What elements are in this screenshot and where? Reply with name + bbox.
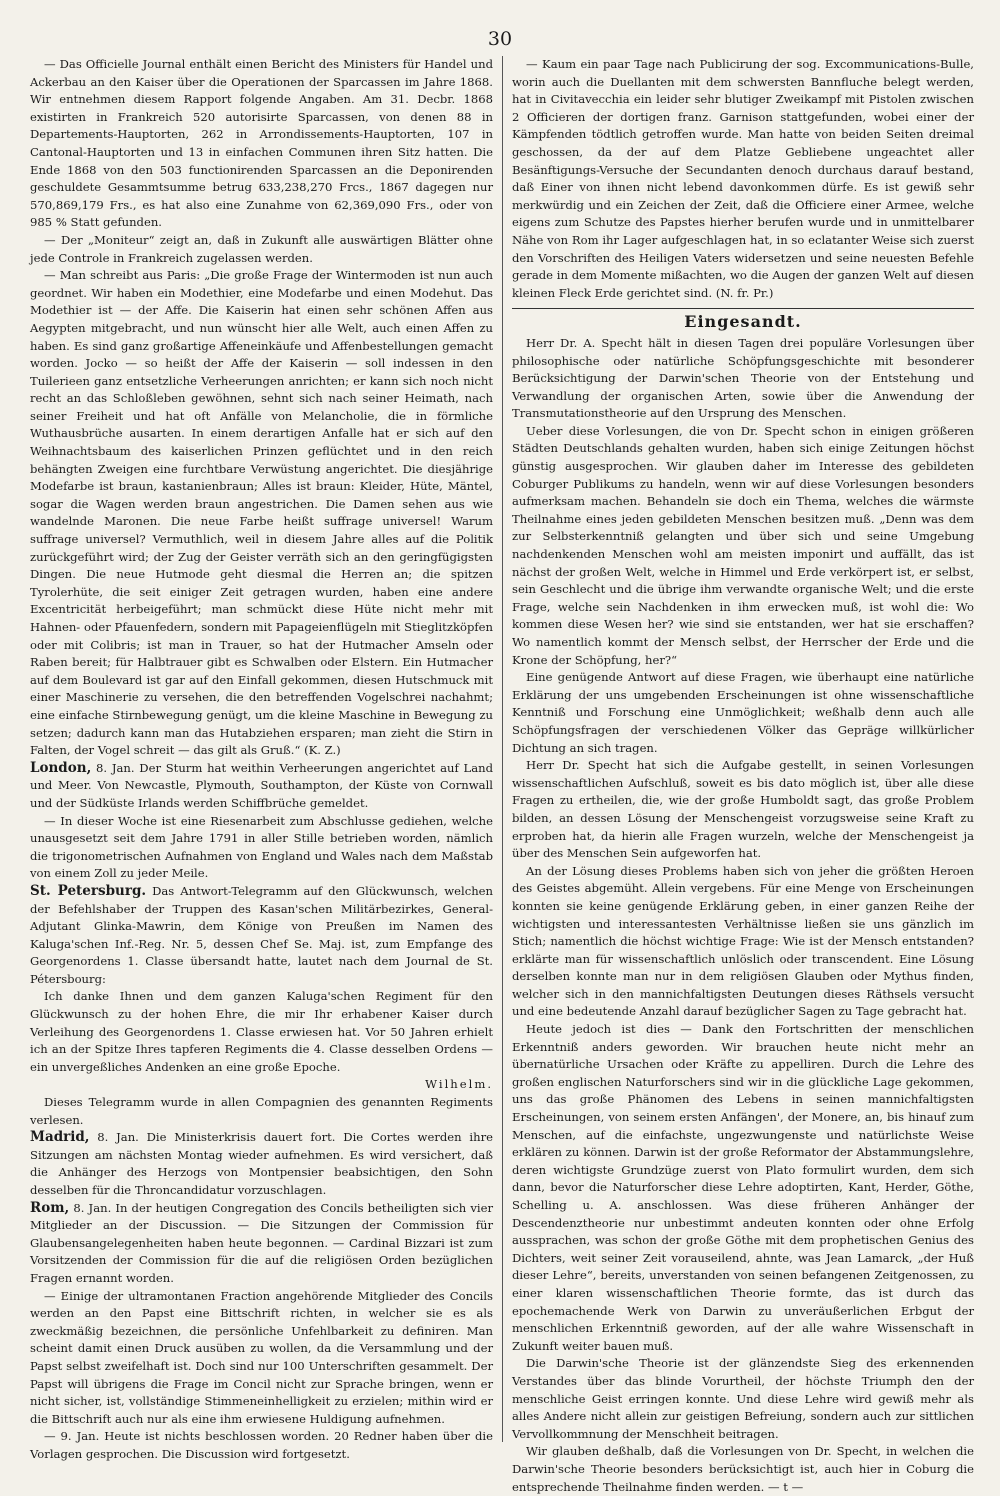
dateline-text: 8. Jan. Die Ministerkrisis dauert fort. Die Cortes werden ihre Sitzungen am nächsten Montag wieder aufnehmen. Es wird versichert, daß die Anhänger des Herzogs von Montpensier beabsichtigen, den Sohn desselben für die Throncandidatur vorzuschlagen. <box>30 1130 493 1197</box>
article-paragraph: — 9. Jan. Heute ist nichts beschlossen worden. 20 Redner haben über die Vorlagen gesprochen. Die Discussion wird fortgesetzt. <box>30 1429 493 1461</box>
article-paragraph: Heute jedoch ist dies — Dank den Fortschritten der menschlichen Erkenntniß anders geworden. Wir brauchen heute nicht mehr an übernatürliche Ursachen oder Kräfte zu appelliren. Durch die Lehre des großen englischen Naturforschers sind wir in die glückliche Lage gekommen, uns das große Phänomen des Lebens in seinen mannichfaltigsten Erscheinungen, von seinem ersten Anfängen', der Monere, an, bis hinauf zum Menschen, auf die einfachste, ungezwungenste und natürlichste Weise erklären zu können. Darwin ist der große Reformator der Abstammungslehre, deren wichtigste Grundzüge zuerst von Plato formulirt wurden, dem sich dann, bevor die Naturforscher diese Lehre adoptirten, Kant, Herder, Göthe, Schelling u. A. anschlossen. Was diese früheren Anhänger der Descendenztheorie nur unbestimmt andeuten konnten oder ohne Erfolg aussprachen, was schon der große Göthe mit dem prophetischen Genius des Dichters, weit seiner Zeit vorauseilend, ahnte, was Jean Lamarck, „der Huß dieser Lehre“, bereits, unverstanden von seinen befangenen Zeitgenossen, zu einer klaren wissenschaftlichen Theorie formte, das ist durch das epochemachende Werk von Darwin zu unveräußerlichen Erbgut der menschlichen Erkenntniß geworden, auf der alle wahre Wissenschaft in Zukunft weiter bauen muß. <box>512 1022 974 1353</box>
article-paragraph: — In dieser Woche ist eine Riesenarbeit zum Abschlusse gediehen, welche unausgesetzt seit dem Jahre 1791 in aller Stille betrieben worden, nämlich die trigonometrischen Aufnahmen von England und Wales nach dem Maßstab von einem Zoll zu jeder Meile. <box>30 813 493 881</box>
article-paragraph: Wir glauben deßhalb, daß die Vorlesungen von Dr. Specht, in welchen die Darwin'sche Theorie besonders berücksichtigt ist, auch hier in Coburg die entsprechende Theilnahme finden werden. — t — <box>512 1444 974 1494</box>
article-paragraph: — Man schreibt aus Paris: „Die große Frage der Wintermoden ist nun auch geordnet. Wir haben ein Modethier, eine Modefarbe und einen Modehut. Das Modethier ist — der Affe. Die Kaiserin hat einen sehr schönen Affen aus Aegypten mitgebracht, und nun wünscht hier alle Welt, auch einen Affen zu haben. Es sind ganz großartige Affeneinkäufe und Affenbestellungen gemacht worden. Jocko — so heißt der Affe der Kaiserin — soll indessen in den Tuilerieen ganz entsetzliche Verheerungen anrichten; er kann sich noch nicht recht an das Schloßleben gewöhnen, sehnt sich nach seiner Heimath, nach seiner Freiheit und hat oft Anfälle von Melancholie, die in förmliche Wuthausbrüche ausarten. In einem derartigen Anfalle hat er sich auf den Weihnachtsbaum des kaiserlichen Prinzen geflüchtet und in den reich behängten Zweigen eine furchtbare Verwüstung angerichtet. Die diesjährige Modefarbe ist braun, kastanienbraun; Alles ist braun: Kleider, Hüte, Mäntel, sogar die Wagen werden braun angestrichen. Die Damen sehen aus wie wandelnde Maronen. Die neue Farbe heißt suffrage universel! Warum suffrage universel? Vermuthlich, weil in diesem Jahre alles auf die Politik zurückgeführt wird; der Zug der Geister verräth sich an den geringfügigsten Dingen. Die neue Hutmode geht diesmal die Herren an; die spitzen Tyrolerhüte, die seit einiger Zeit getragen wurden, haben eine andere Excentricität herbeigeführt; man schmückt diese Hüte nicht mehr mit Hahnen- oder Pfauenfedern, sondern mit Papageienflügeln mit Stieglitzköpfen oder mit Colibris; ist man in Trauer, so hat der Hutmacher Amseln oder Raben bereit; für Halbtrauer gibt es Schwalben oder Elstern. Ein Hutmacher auf dem Boulevard ist gar auf den Einfall gekommen, diesen Hutschmuck mit einer Maschinerie zu versehen, die den betreffenden Vogelschrei nachahmt; eine einfache Stirnbewegung genügt, um die kleine Maschine in Bewegung zu setzen; dadurch kann man das Hutabziehen ersparen; man zieht die Stirn in Falten, der Vogel schreit — das gilt als Gruß.“ (K. Z.) <box>30 268 493 758</box>
section-heading: Eingesandt. <box>684 312 802 332</box>
dateline-text: 8. Jan. In der heutigen Congregation des Concils betheiligten sich vier Mitglieder an der Discussion. — Die Sitzungen der Commission für Glaubensangelegenheiten haben heute begonnen. — Cardinal Bizzari ist zum Vorsitzenden der Commission für die auf die religiösen Orden bezüglichen Fragen ernannt worden. <box>30 1200 493 1285</box>
right-column <box>502 56 974 1494</box>
article-paragraph: An der Lösung dieses Problems haben sich von jeher die größten Heroen des Geistes abgemüht. Allein vergebens. Für eine Menge von Erscheinungen konnten sie keine genügende Erklärung geben, in einer ganzen Reihe der wichtigsten und interessantesten Verhältnisse ließen sie uns gänzlich im Stich; namentlich die höchst wichtige Frage: Wie ist der Mensch entstanden? erklärte man für wissenschaftlich unlöslich oder transcendent. Eine Lösung derselben konnte man nur in dem religiösen Glauben oder Mythus finden, welcher sich in den mannichfaltigsten Deutungen dieses Räthsels versucht und eine bedeutende Anzahl darauf bezüglicher Sagen zu Tage gebracht hat. <box>512 863 974 1019</box>
dateline-place: London, <box>30 759 92 776</box>
dateline-place: Rom, <box>30 1199 70 1216</box>
article-paragraph: Dieses Telegramm wurde in allen Compagnien des genannten Regiments verlesen. <box>30 1095 493 1127</box>
article-paragraph: — Kaum ein paar Tage nach Publicirung der sog. Excommunications-Bulle, worin auch die Duellanten mit dem schwersten Bannfluche belegt werden, hat in Civitavecchia ein leider sehr blutiger Zweikampf mit Pistolen zwischen 2 Officieren der dortigen franz. Garnison stattgefunden, wobei einer der Kämpfenden tödtlich getroffen wurde. Man hatte von beiden Seiten dreimal geschossen, da der auf dem Platze Gebliebene ungeachtet aller Besänftigungs-Versuche der Secundanten denoch durchaus darauf bestand, daß Einer von ihnen nicht lebend davonkommen dürfe. Es ist gewiß sehr merkwürdig und ein Zeichen der Zeit, daß die Officiere einer Armee, welche eigens zum Schutze des Papstes hierher berufen wurde und in unmittelbarer Nähe von Rom ihr Lager aufgeschlagen hat, in so eclatanter Weise sich zuerst den Vorschriften des Heiligen Vaters widersetzen und seine neuesten Befehle gerade in dem Momente mißachten, wo die Augen der ganzen Welt auf diesen kleinen Fleck Erde gerichtet sind. (N. fr. Pr.) <box>512 57 974 300</box>
dateline-paragraph <box>30 1200 493 1288</box>
dateline-text: 8. Jan. Der Sturm hat weithin Verheerungen angerichtet auf Land und Meer. Von Newcastle, Plymouth, Southampton, der Küste von Cornwall und der Südküste Irlands werden Schiffbrüche gemeldet. <box>30 760 493 810</box>
article-paragraph: Die Darwin'sche Theorie ist der glänzendste Sieg des erkennenden Verstandes über das blinde Vorurtheil, der höchste Triumph den der menschliche Geist erringen konnte. Und diese Lehre wird gewiß mehr als alles Andere nicht allein zur geistigen Befreiung, sondern auch zur sittlichen Vervollkommnung der Menschheit beitragen. <box>512 1356 974 1441</box>
article-paragraph: Ueber diese Vorlesungen, die von Dr. Specht schon in einigen größeren Städten Deutschlands gehalten wurden, haben sich einige Zeitungen höchst günstig ausgesprochen. Wir glauben daher im Interesse des gebildeten Coburger Publikums zu handeln, wenn wir auf diese Vorlesungen besonders aufmerksam machen. Behandeln sie doch ein Thema, welches die wärmste Theilnahme eines jeden gebildeten Menschen besitzen muß. „Denn was dem zur Selbsterkenntniß gelangten und über sich und seine Umgebung nachdenkenden Menschen wohl am meisten imponirt und auffällt, das ist nächst der großen Welt, welche in Himmel und Erde verkörpert ist, er selbst, sein Geschlecht und die übrige ihm verwandte organische Welt; und die erste Frage, welche sein Nachdenken in ihm erwecken muß, ist wohl die: Wo kommen diese Wesen her? wie sind sie entstanden, wer hat sie erschaffen? Wo namentlich kommt der Mensch selbst, der Herrscher der Erde und die Krone der Schöpfung, her?“ <box>512 423 974 667</box>
article-paragraph: Eine genügende Antwort auf diese Fragen, wie überhaupt eine natürliche Erklärung der uns umgebenden Erscheinungen ist ohne wissenschaftliche Kenntniß und Forschung eine Unmöglichkeit; weßhalb denn auch alle Schöpfungsfragen der verschiedenen Völker das Gepräge willkürlicher Dichtung an sich tragen. <box>512 670 974 755</box>
dateline-place: St. Petersburg. <box>30 882 147 899</box>
signature: Wilhelm. <box>425 1077 493 1092</box>
article-paragraph: — Einige der ultramontanen Fraction angehörende Mitglieder des Concils werden an den Papst eine Bittschrift richten, in welcher sie es als zweckmäßig bezeichnen, die persönliche Unfehlbarkeit zu definiren. Man scheint damit einen Druck ausüben zu wollen, da die Versammlung und der Papst selbst zweifelhaft ist. Doch sind nur 100 Unterschriften gesammelt. Der Papst will übrigens die Frage im Concil nicht zur Sprache bringen, wenn er nicht sicher, ist, vollständige Stimmeneinhelligkeit zu erzielen; mithin wird er die Bittschrift auch nur als eine ihm erwiesene Huldigung aufnehmen. <box>30 1288 493 1426</box>
article-paragraph: Herr Dr. A. Specht hält in diesen Tagen drei populäre Vorlesungen über philosophische oder natürliche Schöpfungsgeschichte mit besonderer Berücksichtigung der Darwin'schen Theorie von der Entstehung und Verwandlung der organischen Arten, sowie über die Anwendung der Transmutationstheorie auf den Ursprung des Menschen. <box>512 335 974 421</box>
dateline-place: Madrid, <box>30 1129 90 1146</box>
dateline-paragraph <box>30 760 493 813</box>
dateline-paragraph <box>30 883 493 989</box>
text-columns <box>30 56 974 1494</box>
dateline-text: Das Antwort-Telegramm auf den Glückwunsch, welchen der Befehlshaber der Truppen des Kasan'schen Militärbezirkes, General-Adjutant Glinka-Mawrin, dem Könige von Preußen im Namen des Kaluga'schen Inf.-Reg. Nr. 5, dessen Chef Se. Maj. ist, zum Empfange des Georgenordens 1. Classe übersandt hatte, lautet nach dem Journal de St. Pétersbourg: <box>30 883 493 986</box>
article-paragraph: — Das Officielle Journal enthält einen Bericht des Ministers für Handel und Ackerbau an den Kaiser über die Operationen der Sparcassen im Jahre 1868. Wir entnehmen diesem Rapport folgende Angaben. Am 31. Decbr. 1868 existirten in Frankreich 520 autorisirte Sparcassen, von denen 88 in Departements-Hauptorten, 262 in Arrondissements-Hauptorten, 107 in Cantonal-Hauptorten und 13 in einfachen Communen ihren Sitz hatten. Die Ende 1868 von den 503 functionirenden Sparcassen an die Deponirenden geschuldete Gesammtsumme betrug 633,238,270 Frcs., 1867 dagegen nur 570,869,179 Frs., es hat also eine Zunahme von 62,369,090 Frs., oder von 985 % Statt gefunden. <box>30 57 493 230</box>
dateline-paragraph <box>30 1129 493 1199</box>
article-paragraph: Ich danke Ihnen und dem ganzen Kaluga'schen Regiment für den Glückwunsch zu der hohen Ehre, die mir Ihr erhabener Kaiser durch Verleihung des Georgenordens 1. Classe erwiesen hat. Vor 50 Jahren erhielt ich an der Spitze Ihres tapferen Regiments die 4. Classe desselben Ordens — ein unvergeßliches Andenken an eine große Epoche. <box>30 989 493 1074</box>
section-rule <box>512 308 974 309</box>
article-paragraph: — Der „Moniteur“ zeigt an, daß in Zukunft alle auswärtigen Blätter ohne jede Controle in Frankreich zugelassen werden. <box>30 232 493 265</box>
article-paragraph: Herr Dr. Specht hat sich die Aufgabe gestellt, in seinen Vorlesungen wissenschaftlichen Aufschluß, soweit es bis dato möglich ist, über alle diese Fragen zu ertheilen, die, wie der große Humboldt sagt, das große Problem bilden, an dessen Lösung der Menschengeist vorzugsweise seine Kraft zu erproben hat, da hierin alle Fragen wurzeln, welche der Menschengeist ja über des Menschen Sein aufgeworfen hat. <box>512 758 974 861</box>
page-number: 30 <box>487 28 513 50</box>
left-column <box>30 56 502 1461</box>
